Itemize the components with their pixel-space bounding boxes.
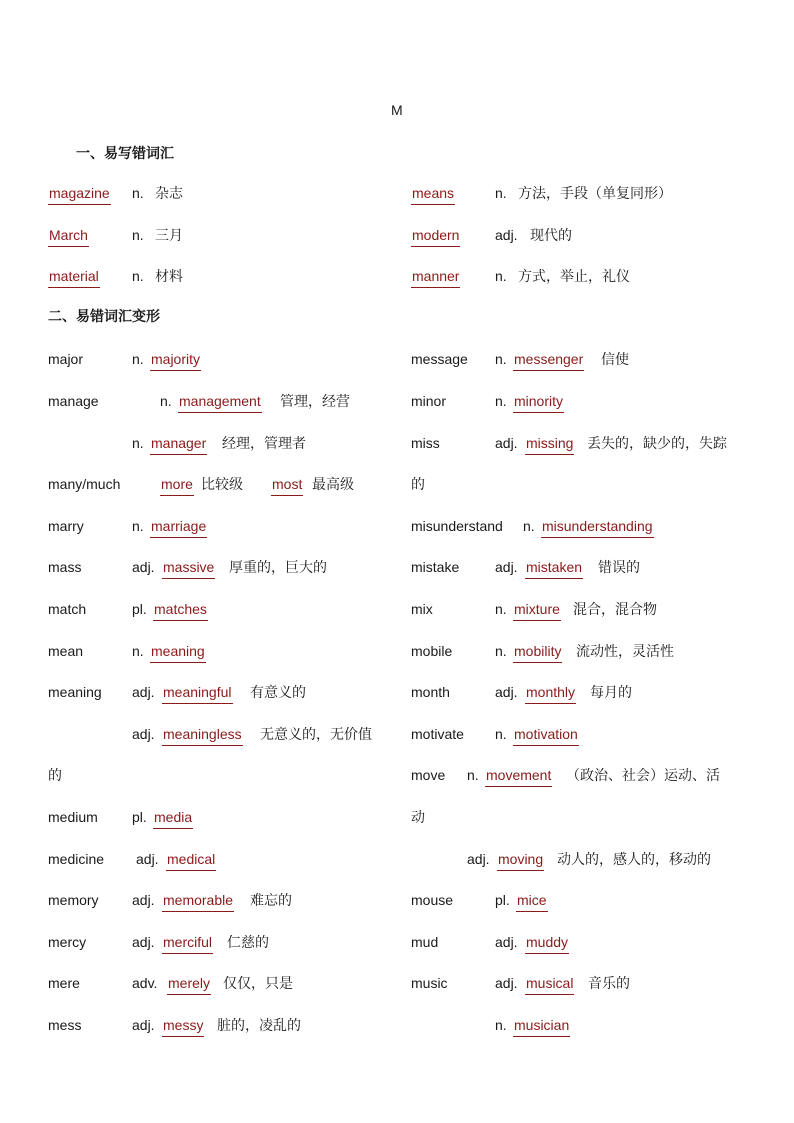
section-heading-2: 二、易错词汇变形 <box>48 308 160 324</box>
derived-form: medical <box>166 850 216 871</box>
pos-label: adv. <box>132 975 158 991</box>
pos-label: n. <box>495 643 507 659</box>
base-word: meaning <box>48 684 102 700</box>
word-meaning: 材料 <box>155 268 183 284</box>
meaning-wrap: 的 <box>411 476 425 492</box>
pos-label: n. <box>495 268 507 284</box>
pos-label: n. <box>495 393 507 409</box>
word-meaning: 比较级 <box>201 476 243 492</box>
pos-label: adj. <box>132 934 155 950</box>
pos-label: adj. <box>495 559 518 575</box>
word-meaning: 杂志 <box>155 185 183 201</box>
derived-form: monthly <box>525 683 576 704</box>
derived-form: majority <box>150 350 201 371</box>
base-word: mouse <box>411 892 454 908</box>
base-word: memory <box>48 892 99 908</box>
base-word: mean <box>48 643 84 659</box>
word-meaning: （政治、社会）运动、活 <box>566 767 720 783</box>
word-meaning: 音乐的 <box>588 975 630 991</box>
derived-form: mobility <box>513 642 562 663</box>
derived-form: merciful <box>162 933 213 954</box>
derived-form: manager <box>150 434 207 455</box>
base-word: manage <box>48 393 99 409</box>
word-meaning: 仅仅，只是 <box>223 975 293 991</box>
derived-form: merely <box>167 974 211 995</box>
pos-label: n. <box>467 767 479 783</box>
derived-form: media <box>153 808 193 829</box>
pos-label: n. <box>132 435 144 451</box>
word-meaning: 每月的 <box>590 684 632 700</box>
derived-form: movement <box>485 766 552 787</box>
derived-form: more <box>160 475 194 496</box>
base-word: mercy <box>48 934 87 950</box>
derived-form: messenger <box>513 350 584 371</box>
pos-label: adj. <box>495 227 518 243</box>
word-meaning: 方法，手段（单复同形） <box>518 185 672 201</box>
derived-form: musical <box>525 974 574 995</box>
vocab-word: March <box>48 226 89 247</box>
pos-label: pl. <box>132 809 147 825</box>
base-word: mobile <box>411 643 453 659</box>
word-meaning: 丢失的，缺少的，失踪 <box>587 435 727 451</box>
derived-form: musician <box>513 1016 570 1037</box>
base-word: major <box>48 351 84 367</box>
pos-label: adj. <box>136 851 159 867</box>
derived-form: massive <box>162 558 215 579</box>
derived-form: mixture <box>513 600 561 621</box>
derived-form: meaning <box>150 642 206 663</box>
derived-form: moving <box>497 850 544 871</box>
base-word: match <box>48 601 87 617</box>
base-word: mere <box>48 975 80 991</box>
pos-label: n. <box>495 185 507 201</box>
meaning-wrap: 的 <box>48 767 62 783</box>
base-word: mess <box>48 1017 82 1033</box>
word-meaning: 经理，管理者 <box>222 435 306 451</box>
pos-label: n. <box>132 351 144 367</box>
word-meaning: 最高级 <box>312 476 354 492</box>
word-meaning: 有意义的 <box>250 684 306 700</box>
pos-label: adj. <box>132 684 155 700</box>
derived-form: minority <box>513 392 564 413</box>
word-meaning: 管理，经营 <box>280 393 350 409</box>
word-meaning: 现代的 <box>530 227 572 243</box>
derived-form: messy <box>162 1016 204 1037</box>
pos-label: n. <box>495 351 507 367</box>
pos-label: adj. <box>132 1017 155 1033</box>
base-word: medicine <box>48 851 105 867</box>
base-word: many/much <box>48 476 121 492</box>
derived-form: matches <box>153 600 208 621</box>
derived-form: meaningful <box>162 683 233 704</box>
base-word: month <box>411 684 450 700</box>
base-word: mistake <box>411 559 460 575</box>
pos-label: adj. <box>495 684 518 700</box>
pos-label: adj. <box>495 435 518 451</box>
base-word: music <box>411 975 448 991</box>
word-meaning: 厚重的，巨大的 <box>229 559 327 575</box>
derived-form: missing <box>525 434 574 455</box>
derived-form: memorable <box>162 891 234 912</box>
derived-form: meaningless <box>162 725 243 746</box>
derived-form: muddy <box>525 933 569 954</box>
pos-label: n. <box>132 643 144 659</box>
word-meaning: 无意义的，无价值 <box>260 726 372 742</box>
word-meaning: 信使 <box>601 351 629 367</box>
base-word: medium <box>48 809 98 825</box>
pos-label: n. <box>132 185 144 201</box>
meaning-wrap: 动 <box>411 809 425 825</box>
base-word: move <box>411 767 446 783</box>
base-word: mix <box>411 601 433 617</box>
page-title: M <box>391 102 403 118</box>
derived-form: motivation <box>513 725 579 746</box>
word-meaning: 混合，混合物 <box>573 601 657 617</box>
base-word: message <box>411 351 468 367</box>
vocab-word: material <box>48 267 100 288</box>
word-meaning: 方式，举止，礼仪 <box>518 268 630 284</box>
base-word: mass <box>48 559 82 575</box>
vocab-word: magazine <box>48 184 111 205</box>
vocab-word: modern <box>411 226 460 247</box>
pos-label: adj. <box>132 726 155 742</box>
pos-label: pl. <box>132 601 147 617</box>
base-word: miss <box>411 435 440 451</box>
base-word: misunderstand <box>411 518 503 534</box>
pos-label: adj. <box>132 892 155 908</box>
word-meaning: 仁慈的 <box>227 934 269 950</box>
word-meaning: 动人的，感人的，移动的 <box>557 851 711 867</box>
section-heading-1: 一、易写错词汇 <box>76 145 174 161</box>
word-meaning: 错误的 <box>598 559 640 575</box>
derived-form: marriage <box>150 517 207 538</box>
pos-label: n. <box>495 1017 507 1033</box>
pos-label: adj. <box>467 851 490 867</box>
pos-label: n. <box>132 227 144 243</box>
derived-form: misunderstanding <box>541 517 654 538</box>
pos-label: n. <box>523 518 535 534</box>
derived-form: mice <box>516 891 548 912</box>
vocab-word: means <box>411 184 455 205</box>
base-word: minor <box>411 393 447 409</box>
word-meaning: 难忘的 <box>250 892 292 908</box>
pos-label: adj. <box>495 934 518 950</box>
pos-label: n. <box>132 518 144 534</box>
pos-label: adj. <box>495 975 518 991</box>
derived-form: mistaken <box>525 558 583 579</box>
derived-form: management <box>178 392 262 413</box>
pos-label: n. <box>160 393 172 409</box>
pos-label: n. <box>495 726 507 742</box>
word-meaning: 流动性，灵活性 <box>576 643 674 659</box>
derived-form: most <box>271 475 303 496</box>
vocab-word: manner <box>411 267 460 288</box>
word-meaning: 脏的，凌乱的 <box>217 1017 301 1033</box>
base-word: mud <box>411 934 439 950</box>
word-meaning: 三月 <box>155 227 183 243</box>
pos-label: n. <box>495 601 507 617</box>
pos-label: pl. <box>495 892 510 908</box>
pos-label: adj. <box>132 559 155 575</box>
pos-label: n. <box>132 268 144 284</box>
base-word: marry <box>48 518 84 534</box>
base-word: motivate <box>411 726 464 742</box>
